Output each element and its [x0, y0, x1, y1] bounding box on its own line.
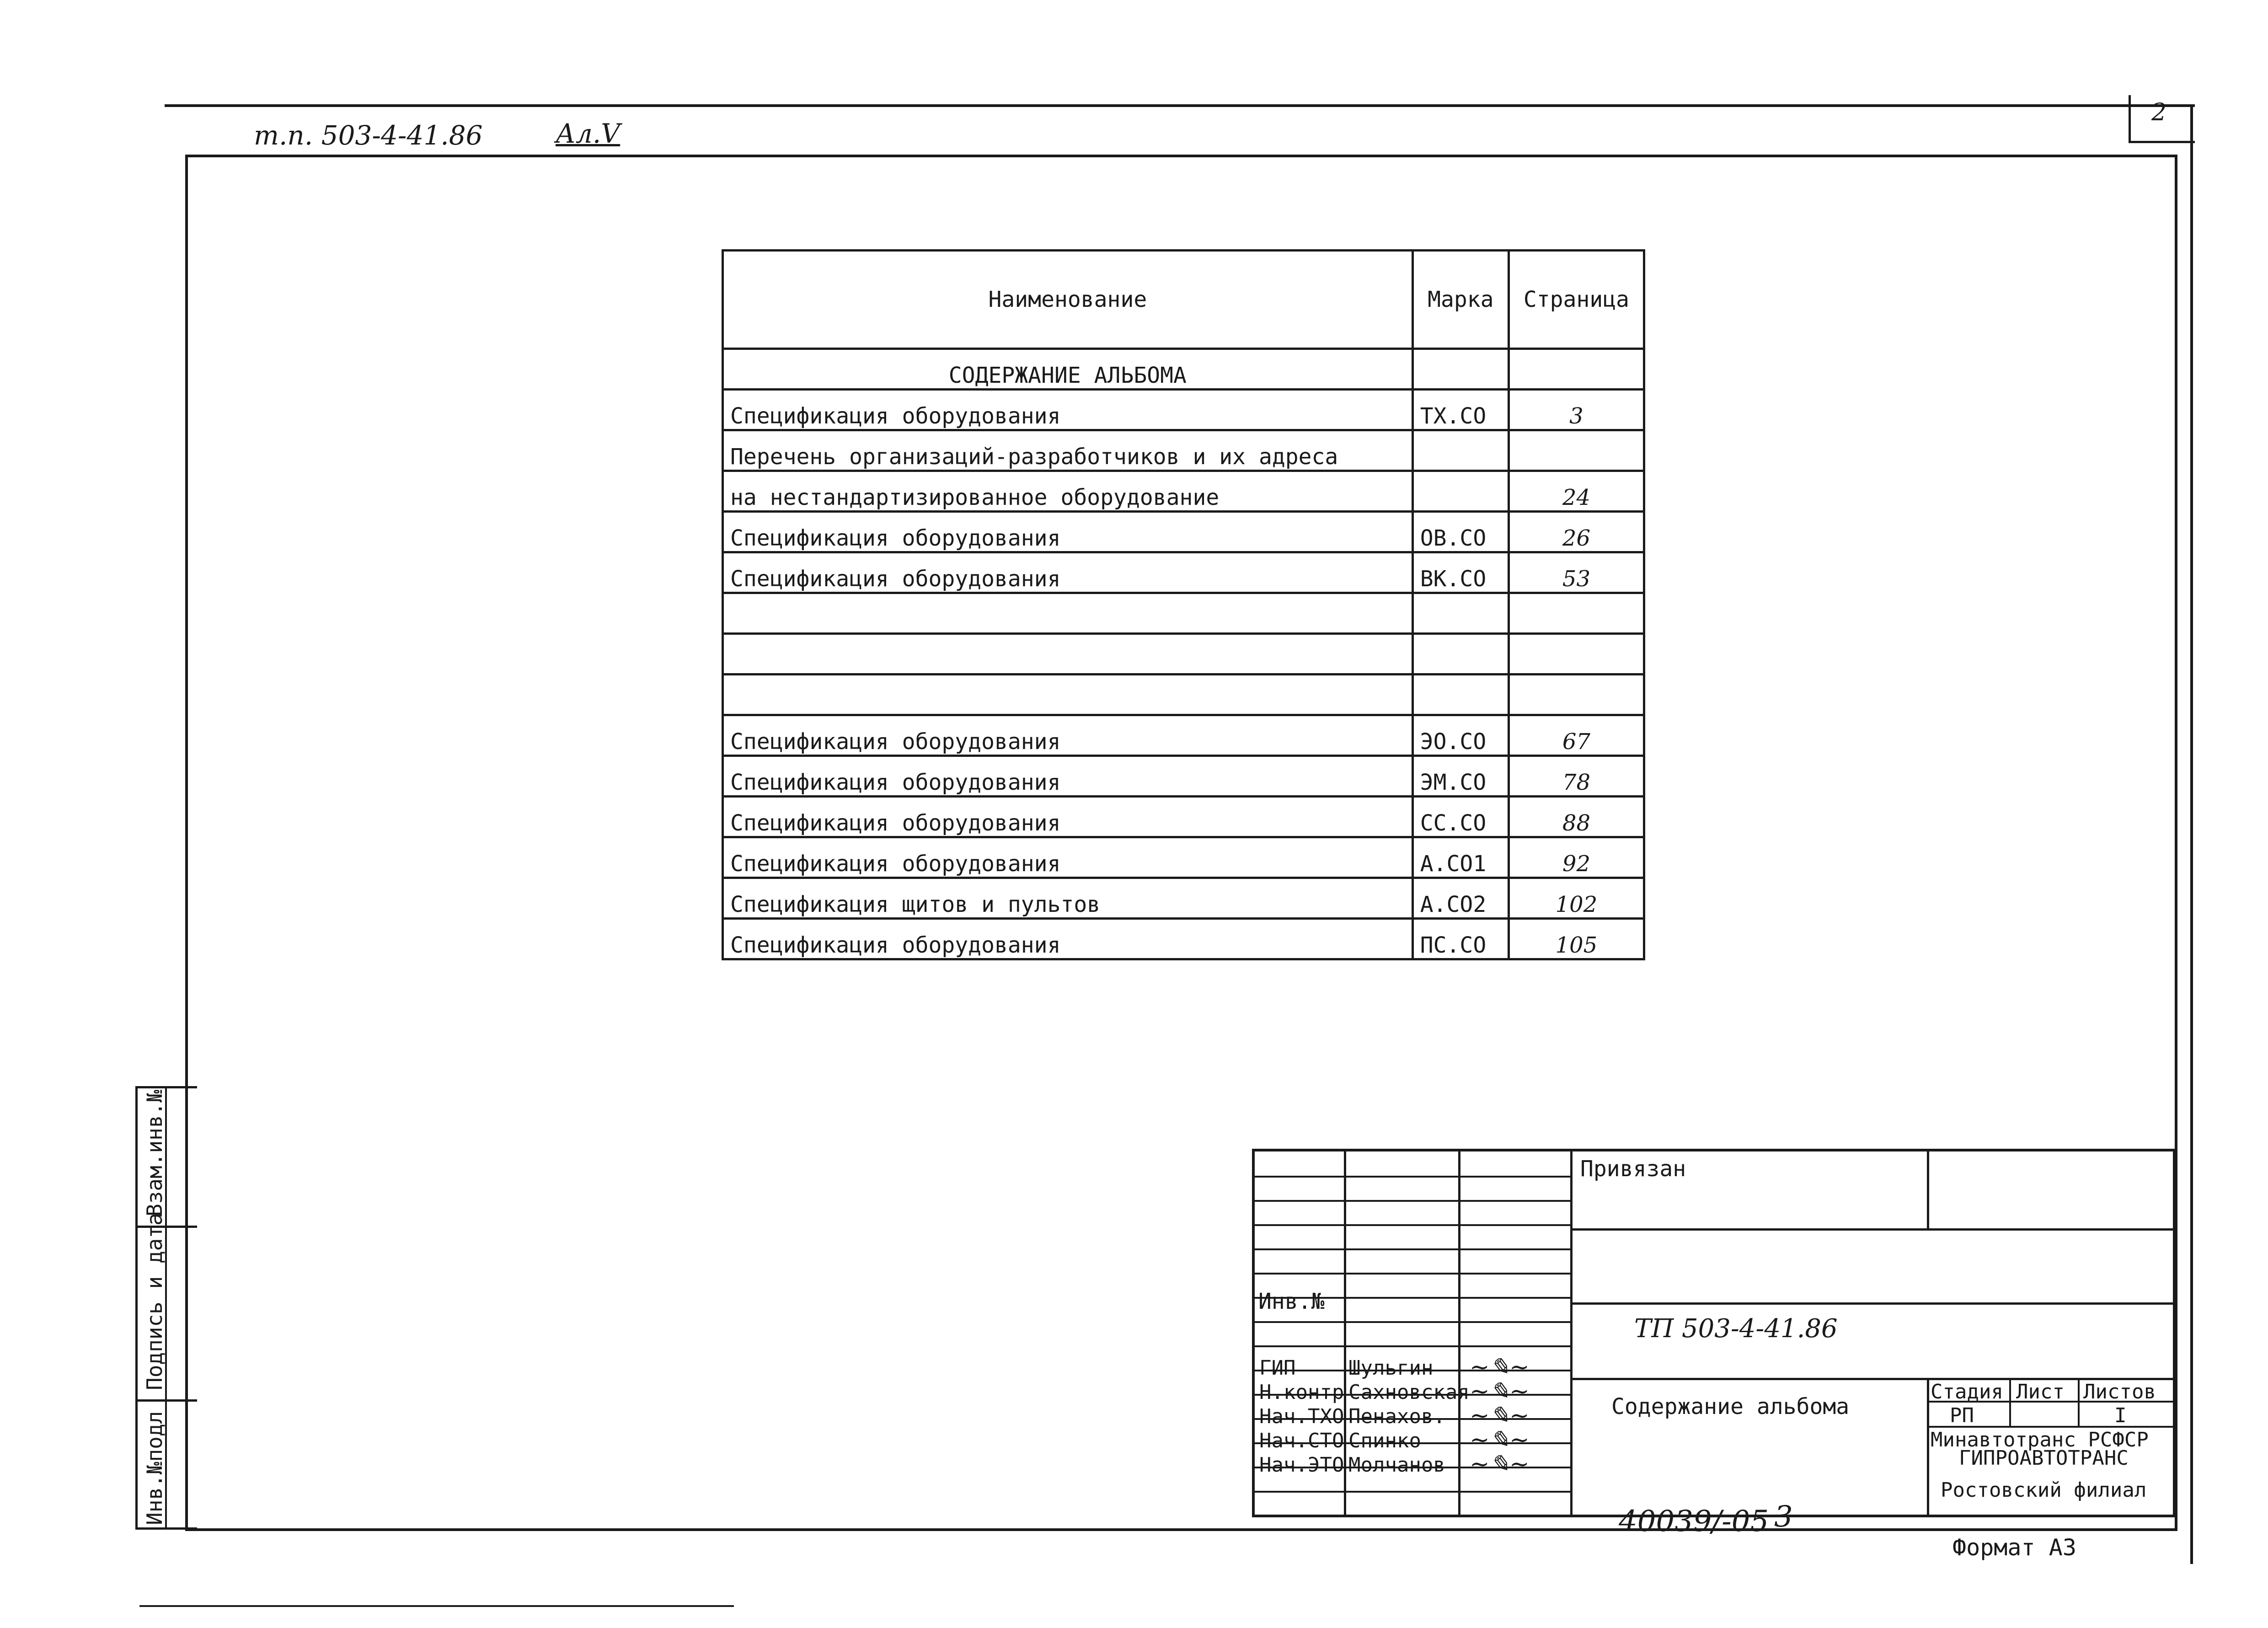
- row-page: [1508, 675, 1644, 715]
- row-name: Спецификация оборудования: [723, 715, 1413, 756]
- row-page: 92: [1508, 837, 1644, 878]
- signer-role: ГИП: [1259, 1356, 1296, 1380]
- signer-role: Нач.ТХО: [1259, 1405, 1344, 1428]
- tb-line: [2173, 1151, 2176, 1517]
- row-mark: ПС.СО: [1412, 919, 1508, 959]
- archive-page: 3: [1774, 1500, 1793, 1534]
- inv-label: Инв.№: [1258, 1289, 1325, 1314]
- tb-doc-code: ТП 503-4-41.86: [1634, 1314, 1838, 1344]
- row-mark: ЭМ.СО: [1412, 756, 1508, 797]
- title-block: [1252, 1149, 2175, 1517]
- signer-name: Спинко: [1348, 1429, 1421, 1452]
- row-mark: ОВ.СО: [1412, 512, 1508, 552]
- signature-mark: ~✎~: [1470, 1354, 1530, 1381]
- row-name: Спецификация оборудования: [723, 797, 1413, 837]
- tb-line: [1927, 1378, 1929, 1517]
- tb-line: [1344, 1151, 1346, 1517]
- tb-row-line: [1255, 1200, 1573, 1202]
- row-name: Спецификация оборудования: [723, 919, 1413, 959]
- section-title: СОДЕРЖАНИЕ АЛЬБОМА: [723, 349, 1413, 390]
- section-row: [723, 349, 1644, 390]
- signer-name: Шульгин: [1348, 1356, 1434, 1380]
- tb-line: [1570, 1151, 1573, 1517]
- side-divider: [138, 1399, 197, 1402]
- row-page: 26: [1508, 512, 1644, 552]
- tb-line: [1927, 1151, 1929, 1229]
- tb-line: [2078, 1378, 2080, 1427]
- row-name: на нестандартизированное оборудование: [723, 471, 1413, 512]
- table-row: [723, 756, 1644, 797]
- table-row: [723, 715, 1644, 756]
- tb-line: [1573, 1228, 2176, 1231]
- signature-mark: ~✎~: [1470, 1451, 1530, 1478]
- side-stamp: [135, 1086, 197, 1530]
- col-mark-header: Марка: [1412, 251, 1508, 349]
- row-page: 78: [1508, 756, 1644, 797]
- row-name: [723, 634, 1413, 675]
- row-page: [1508, 430, 1644, 471]
- row-mark: А.СО2: [1412, 878, 1508, 919]
- side-label-replace: Взам.инв.№: [142, 1090, 167, 1216]
- signer-role: Нач.СТО: [1259, 1429, 1344, 1452]
- row-mark: ВК.СО: [1412, 552, 1508, 593]
- right-frame-line: [2190, 105, 2193, 1564]
- bound-label: Привязан: [1580, 1156, 1686, 1182]
- row-page: 105: [1508, 919, 1644, 959]
- side-label-sign: Подпись и дата: [142, 1213, 167, 1390]
- row-mark: [1412, 471, 1508, 512]
- archive-number: 40039/-05: [1619, 1505, 1769, 1538]
- col-page-header: Страница: [1508, 251, 1644, 349]
- tb-row-line: [1255, 1273, 1573, 1275]
- signer-role: Нач.ЭТО: [1259, 1453, 1344, 1477]
- table-row: [723, 593, 1644, 634]
- row-page: 53: [1508, 552, 1644, 593]
- tb-row-line: [1255, 1176, 1573, 1178]
- org-line-1: Минавтотранс РСФСР: [1931, 1428, 2149, 1451]
- row-mark: ТХ.СО: [1412, 390, 1508, 430]
- stage-label: Стадия: [1931, 1380, 2003, 1403]
- signature-mark: ~✎~: [1470, 1378, 1530, 1405]
- signer-name: Пенахов.: [1348, 1405, 1445, 1428]
- table-row: [723, 471, 1644, 512]
- row-page: 88: [1508, 797, 1644, 837]
- row-name: [723, 675, 1413, 715]
- sheet-label: Лист: [2016, 1380, 2065, 1403]
- signer-name: Сахновская: [1348, 1381, 1470, 1404]
- tb-row-line: [1255, 1345, 1573, 1347]
- row-page: 3: [1508, 390, 1644, 430]
- row-page: 102: [1508, 878, 1644, 919]
- table-row: [723, 837, 1644, 878]
- row-name: Спецификация оборудования: [723, 390, 1413, 430]
- signature-mark: ~✎~: [1470, 1426, 1530, 1454]
- tb-line: [1573, 1302, 2176, 1305]
- side-label-inv: Инв.№подл: [142, 1411, 167, 1525]
- row-name: Спецификация оборудования: [723, 756, 1413, 797]
- row-mark: [1412, 593, 1508, 634]
- row-name: Спецификация оборудования: [723, 837, 1413, 878]
- signer-name: Молчанов: [1348, 1453, 1445, 1477]
- empty-cell: [1412, 349, 1508, 390]
- table-row: [723, 675, 1644, 715]
- row-page: [1508, 593, 1644, 634]
- row-name: [723, 593, 1413, 634]
- row-page: 24: [1508, 471, 1644, 512]
- table-row: [723, 919, 1644, 959]
- col-name-header: Наименование: [723, 251, 1413, 349]
- row-name: Перечень организаций-разработчиков и их адреса: [723, 430, 1413, 471]
- row-name: Спецификация оборудования: [723, 512, 1413, 552]
- stage-value: РП: [1950, 1404, 1974, 1427]
- table-row: [723, 634, 1644, 675]
- row-name: Спецификация оборудования: [723, 552, 1413, 593]
- table-header-row: [723, 251, 1644, 349]
- contents-table: [722, 249, 1645, 960]
- tb-row-line: [1255, 1248, 1573, 1250]
- signer-role: Н.контр: [1259, 1381, 1344, 1404]
- signature-mark: ~✎~: [1470, 1402, 1530, 1430]
- table-row: [723, 390, 1644, 430]
- row-page: 67: [1508, 715, 1644, 756]
- table-row: [723, 552, 1644, 593]
- row-mark: СС.СО: [1412, 797, 1508, 837]
- tb-row-line: [1255, 1321, 1573, 1323]
- table-row: [723, 797, 1644, 837]
- table-row: [723, 878, 1644, 919]
- tb-row-line: [1255, 1491, 1573, 1493]
- org-line-3: Ростовский филиал: [1941, 1478, 2147, 1502]
- tb-line: [1458, 1151, 1460, 1517]
- tb-row-line: [1255, 1224, 1573, 1226]
- row-mark: [1412, 634, 1508, 675]
- sheets-label: Листов: [2083, 1380, 2156, 1403]
- empty-cell: [1508, 349, 1644, 390]
- sheet-number: 2: [2151, 99, 2167, 126]
- row-mark: [1412, 430, 1508, 471]
- tb-line: [2009, 1378, 2011, 1427]
- table-body: [723, 349, 1644, 959]
- table-row: [723, 430, 1644, 471]
- tb-doc-title: Содержание альбома: [1611, 1394, 1850, 1419]
- row-mark: [1412, 675, 1508, 715]
- bottom-trim-line: [139, 1605, 734, 1607]
- top-frame-line: [165, 104, 2195, 107]
- sheets-value: I: [2114, 1404, 2127, 1427]
- album-label: Ал.V: [556, 118, 620, 149]
- row-mark: ЭО.СО: [1412, 715, 1508, 756]
- row-mark: А.СО1: [1412, 837, 1508, 878]
- row-page: [1508, 634, 1644, 675]
- row-name: Спецификация щитов и пультов: [723, 878, 1413, 919]
- sheet-number-box: [2129, 95, 2195, 143]
- org-line-2: ГИПРОАВТОТРАНС: [1959, 1446, 2129, 1470]
- doc-code-header: т.п. 503-4-41.86: [254, 120, 483, 151]
- table-row: [723, 512, 1644, 552]
- format-label: Формат А3: [1952, 1534, 2076, 1561]
